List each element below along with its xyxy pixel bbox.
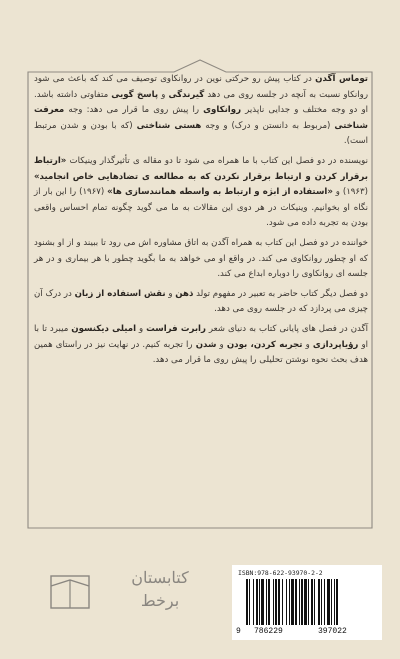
text-run: (۱۹۶۳) و (332, 187, 369, 198)
barcode-bar (253, 579, 254, 625)
text-run: در درک آن چیزی می پردازد که در جلسه روی می دهد. (34, 288, 368, 315)
barcode-bar (331, 579, 332, 625)
bold-text: ذهن (175, 288, 194, 299)
text-run: و (216, 339, 227, 350)
barcode-bar (278, 579, 280, 625)
barcode-bar (266, 579, 267, 625)
text-run: در کتاب پیش رو حرکتی نوین در روانکاوی توصیف می کند که باعث می شود روانکاو نسبت به آنچه در جلسه روی می دهد (34, 74, 368, 100)
bold-text: هستی شناختی (136, 120, 202, 131)
barcode-bar (295, 579, 297, 625)
barcode-bar (289, 579, 290, 625)
bold-text: پاسخ گویی (111, 89, 159, 100)
barcode-bar (308, 579, 309, 625)
barcode-bar (286, 579, 287, 625)
text-run: و (302, 339, 313, 350)
barcode-bar (246, 579, 248, 625)
barcode-bar (336, 579, 338, 625)
bold-text: رؤیاپردازی (312, 339, 359, 350)
barcode-bar (327, 579, 330, 625)
barcode-bar (318, 579, 320, 625)
publisher-subtitle: برخط (140, 591, 180, 610)
text-run: میبرد تا با او (34, 323, 369, 350)
barcode-bar (275, 579, 277, 625)
paragraph-4 (34, 287, 368, 318)
barcode (232, 565, 382, 640)
bold-text: «ارتباط برقرار کردن و ارتباط برقرار نکردن که به مطالعه ی تضادهایی خاص انجامید» (34, 155, 368, 182)
barcode-bar (259, 579, 260, 625)
barcode-bar (301, 579, 303, 625)
barcode-bar (261, 579, 264, 625)
barcode-bar (256, 579, 258, 625)
text-run: (که با بودن و شدن مرتبط است). (34, 120, 368, 147)
bold-text: امیلی دیکنسون (71, 323, 137, 334)
publisher-name: کتابستان (131, 568, 189, 587)
text-run: را تجربه کنیم. در نهایت نیز در راستای همین هدف بحث نحوه نوشتن تحلیلی را پیش روی ما قرار می دهد. (34, 339, 368, 366)
text-run: دو فصل دیگر کتاب حاضر به تعبیر در مفهوم تولد (193, 288, 368, 299)
barcode-group-1: 786229 (254, 627, 283, 636)
text-run: (۱۹۶۷) را این بار از نگاه او بخوانیم. وینیکات در هر دوی این مقالات به ما می گوید چگونه تمام احساس واقعی بودن به تجربه داده می شود. (34, 187, 368, 229)
bold-text: معرفت شناختی (34, 105, 368, 131)
barcode-bar (291, 579, 294, 625)
bold-text: نقش استفاده از زبان (74, 288, 166, 299)
publisher-book-icon (50, 574, 90, 610)
bold-text: شدن (195, 339, 217, 350)
text-run: آگدن در فصل های پایانی کتاب به دنیای شعر (205, 323, 369, 334)
paragraph-3 (34, 236, 368, 283)
barcode-bars (246, 579, 370, 627)
barcode-bar (249, 579, 250, 625)
barcode-bar (282, 579, 283, 625)
bold-text: تجربه کردن، بودن (226, 339, 303, 350)
barcode-bar (299, 579, 300, 625)
barcode-bar (273, 579, 274, 625)
text-run: خواننده در دو فصل این کتاب به همراه آگدن به اتاق مشاوره اش می رود تا ببیند و از او بشنود که او چطور روانکاوی می کند. در واقع او می خواهد به ما بگوید چطور با هر بیماری و در هر جلسه ای روانکاوی را دوباره ابداع می کند. (34, 237, 368, 280)
bold-text: روانکاوی (203, 105, 242, 116)
barcode-bar (304, 579, 307, 625)
text-run: و (165, 288, 176, 299)
barcode-bar (311, 579, 313, 625)
barcode-bar (268, 579, 270, 625)
paragraph-2 (34, 154, 368, 232)
text-run: نویسنده در دو فصل این کتاب با ما همراه می شود تا دو مقاله ی تأثیرگذار وینیکات (66, 155, 368, 166)
barcode-bar (334, 579, 335, 625)
barcode-group-2: 397022 (318, 627, 347, 636)
bold-text: «استفاده از ابژه و ارتباط به واسطه همانندسازی ها» (107, 187, 333, 198)
text-run: متفاوتی داشته باشد. او دو وجه مختلف و جدایی ناپذیر (34, 89, 368, 116)
back-cover-text (34, 72, 368, 373)
barcode-bar (324, 579, 325, 625)
bold-text: توماس آگدن (315, 74, 368, 84)
text-run: را پیش روی ما قرار می دهد: وجه (64, 105, 204, 116)
barcode-bar (314, 579, 315, 625)
barcode-lead-digit: 9 (236, 627, 241, 636)
bold-text: رابرت فراست (146, 323, 206, 334)
barcode-bar (321, 579, 322, 625)
paragraph-1 (34, 72, 368, 150)
paragraph-5 (34, 322, 368, 369)
isbn-label: ISBN:978-622-93970-2-2 (238, 569, 323, 577)
bold-text: گیرندگی (168, 89, 205, 100)
text-run: (مربوط به دانستن و درک) و وجه (201, 120, 335, 131)
text-run: و (136, 323, 147, 334)
text-run: و (158, 89, 169, 100)
